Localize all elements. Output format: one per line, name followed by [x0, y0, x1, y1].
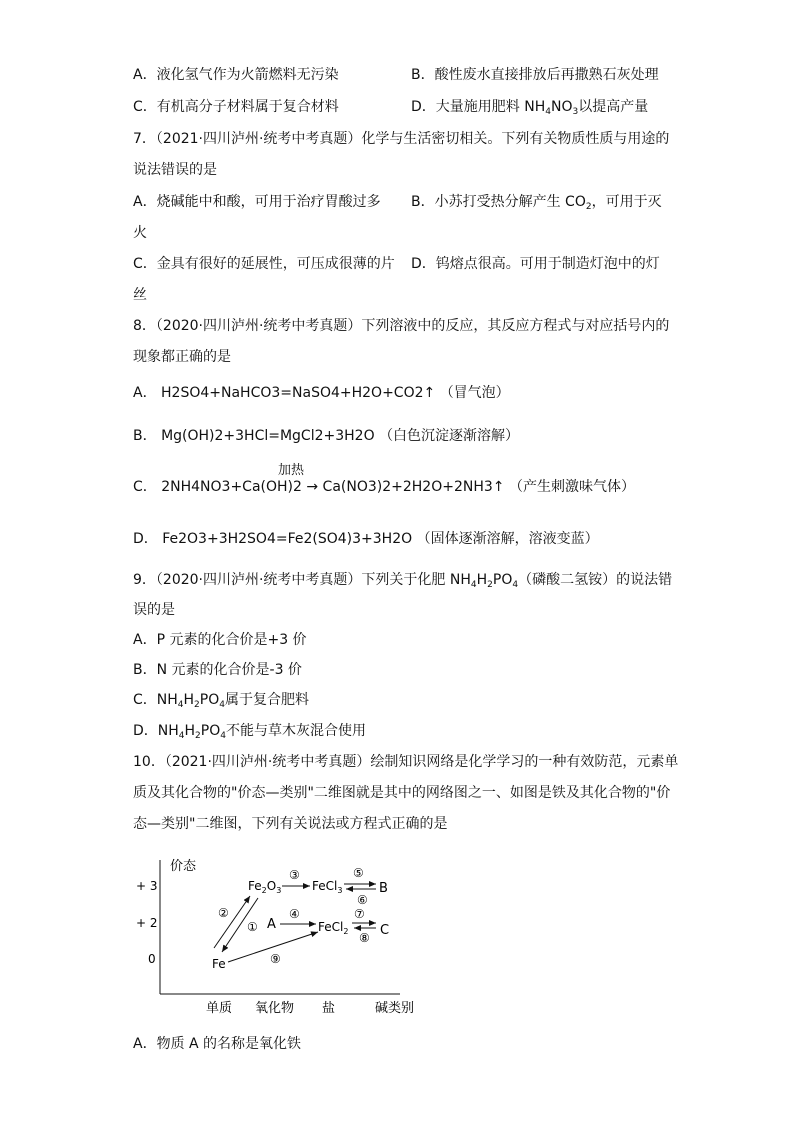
q6-option-a: A．液化氢气作为火箭燃料无污染 [133, 67, 339, 83]
q6-option-c: C．有机高分子材料属于复合材料 [133, 99, 339, 115]
y-axis-title: 价态 [170, 859, 197, 874]
step-9: ⑨ [270, 952, 281, 966]
q10-option-a: A．物质 A 的名称是氧化铁 [133, 1036, 302, 1052]
node-fe2o3: $Fe_2O_3$ [248, 879, 282, 895]
x-tick-element: 单质 [206, 1001, 233, 1016]
q9-option-a: A．P 元素的化合价是+3 价 [133, 632, 307, 648]
step-7: ⑦ [354, 907, 365, 921]
step-8: ⑧ [359, 931, 370, 945]
q9-option-c: C．$NH_4H_2PO_4$属于复合肥料 [133, 692, 309, 710]
q8-option-b-equation: Mg(OH)2+3HCl=MgCl2+3H2O [161, 428, 375, 444]
q8-option-a-equation: H2SO4+NaHCO3=NaSO4+H2O+CO2↑ [161, 385, 436, 401]
q6-option-d: D．大量施用肥料 $NH_4NO_3$以提高产量 [411, 99, 649, 117]
q7-option-d: D．钨熔点很高。可用于制造灯泡中的灯 [411, 256, 660, 272]
arrow-fe-to-fe2o3 [214, 896, 250, 948]
q7-stem-line2: 说法错误的是 [133, 162, 217, 178]
node-a: A [267, 917, 276, 932]
q8-option-d: D． Fe2O3+3H2SO4=Fe2(SO4)3+3H2O （固体逐渐溶解，溶液变蓝） [133, 531, 599, 547]
node-fecl3: FeCl$_3$ [312, 879, 343, 895]
q8-option-d-equation: Fe2O3+3H2SO4=Fe2(SO4)3+3H2O [162, 531, 413, 547]
q8-stem-line1: 8．（2020·四川泸州·统考中考真题）下列溶液中的反应，其反应方程式与对应括号内的 [133, 318, 670, 334]
q10-stem-line3: 态—类别"二维图，下列有关说法或方程式正确的是 [133, 816, 448, 832]
q7-option-c: C．金具有很好的延展性，可压成很薄的片 [133, 256, 395, 272]
q8-option-b: B． Mg(OH)2+3HCl=MgCl2+3H2O （白色沉淀逐渐溶解） [133, 428, 520, 444]
q8-stem-line2: 现象都正确的是 [133, 349, 231, 365]
q7-stem-line1: 7．（2021·四川泸州·统考中考真题）化学与生活密切相关。下列有关物质性质与用途的 [133, 131, 670, 147]
node-b: B [379, 881, 388, 896]
x-tick-salt: 盐 [322, 1001, 336, 1016]
node-fe: Fe [212, 957, 226, 971]
q7-option-b-continued: 火 [133, 225, 147, 241]
node-c: C [380, 923, 390, 938]
q10-stem-line2: 质及其化合物的"价态—类别"二维图就是其中的网络图之一、如图是铁及其化合物的"价 [133, 785, 671, 801]
x-tick-base-category: 碱类别 [375, 1001, 415, 1016]
x-tick-oxide: 氧化物 [255, 1001, 295, 1016]
q8-option-c: C． 2NH4NO3+Ca(OH)2 → Ca(NO3)2+2H2O+2NH3↑ （产生刺激味气体） [133, 479, 635, 495]
iron-valence-category-diagram [130, 850, 450, 1020]
step-6: ⑥ [357, 893, 368, 907]
q9-stem-line2: 误的是 [133, 602, 175, 618]
step-2: ② [218, 906, 229, 920]
q7-option-a: A．烧碱能中和酸，可用于治疗胃酸过多 [133, 194, 381, 210]
q8-option-c-equation: 2NH4NO3+Ca(OH)2 → Ca(NO3)2+2H2O+2NH3↑ [161, 479, 505, 495]
node-fecl2: FeCl$_2$ [318, 920, 349, 936]
q7-option-d-continued: 丝 [133, 287, 147, 303]
y-tick-plus2: + 2 [136, 916, 158, 930]
q9-option-b: B．N 元素的化合价是-3 价 [133, 662, 302, 678]
step-5: ⑤ [353, 866, 364, 880]
step-3: ③ [289, 868, 300, 882]
q8-option-a: A． H2SO4+NaHCO3=NaSO4+H2O+CO2↑ （冒气泡） [133, 385, 510, 401]
y-tick-plus3: + 3 [136, 879, 158, 893]
step-4: ④ [289, 907, 300, 921]
y-tick-zero: 0 [148, 952, 156, 966]
q6-option-b: B．酸性废水直接排放后再撒熟石灰处理 [411, 67, 659, 83]
q9-option-d: D．$NH_4H_2PO_4$不能与草木灰混合使用 [133, 723, 366, 741]
q9-stem-line1: 9．（2020·四川泸州·统考中考真题）下列关于化肥 $NH_4H_2PO_4$（磷酸二氢铵）的说法错 [133, 572, 673, 590]
q10-stem-line1: 10．（2021·四川泸州·统考中考真题）绘制知识网络是化学学习的一种有效防范，元素单 [133, 754, 679, 770]
step-1: ① [247, 920, 258, 934]
q7-option-b: B．小苏打受热分解产生 $CO_2$，可用于灭 [411, 194, 662, 212]
